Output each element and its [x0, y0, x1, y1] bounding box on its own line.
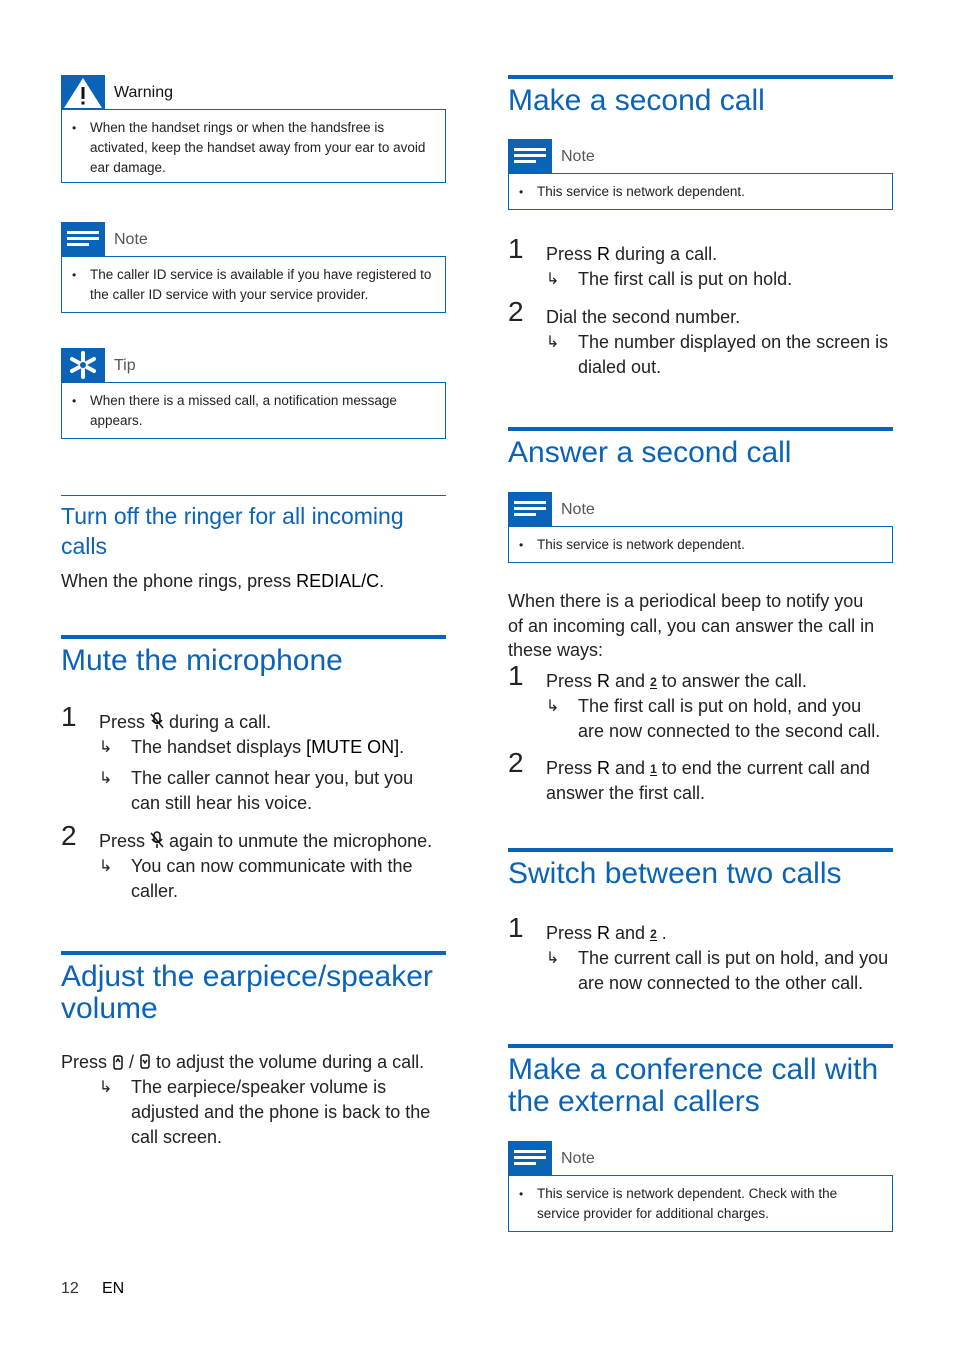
- note-label: Note: [561, 1150, 595, 1167]
- mute-button-icon: [150, 831, 164, 847]
- note-callout-answer: [508, 492, 893, 563]
- warning-icon: [61, 75, 105, 109]
- ringer-text: When the phone rings, press REDIAL/C.: [61, 571, 385, 591]
- r-key: R: [597, 244, 611, 264]
- note-label: Note: [114, 231, 148, 248]
- tip-icon: [61, 348, 105, 382]
- step-number: 2: [61, 820, 77, 851]
- switch-step-1-result: ↳ The current call is put on hold, and you are now connected to the other call.: [546, 948, 889, 993]
- redial-key: REDIAL/C: [296, 571, 380, 591]
- answer-heading: Answer a second call: [508, 427, 893, 469]
- mute-step-1-result-2: ↳ The caller cannot hear you, but you can still hear his voice.: [99, 768, 414, 813]
- bullet-icon: •: [519, 1187, 524, 1201]
- conference-heading: Make a conference call with the external callers: [508, 1044, 893, 1118]
- step-number: 1: [508, 233, 524, 264]
- note-icon: [61, 222, 105, 256]
- note-label: Note: [561, 148, 595, 165]
- volume-down-icon: [139, 1053, 151, 1071]
- key-2-icon: 2: [650, 926, 657, 941]
- note-text: This service is network dependent.: [537, 537, 745, 552]
- r-key: R: [597, 758, 611, 778]
- answer-step-2: 2 Press R and 1 to end the current call and answer the first call.: [508, 747, 870, 803]
- note-icon: [508, 1141, 552, 1175]
- result-arrow-icon: ↳: [546, 271, 560, 288]
- volume-text: Press / to adjust the volume during a call.: [61, 1052, 425, 1072]
- switch-step-1: 1 Press R and 2 .: [508, 912, 667, 943]
- note-icon: [508, 492, 552, 526]
- mute-step-1: 1 Press during a call.: [61, 701, 272, 732]
- warning-text: When the handset rings or when the handsfree is activated, keep the handset away from your ear to avoid ear damage.: [90, 120, 426, 175]
- mute-step-2: 2 Press again to unmute the microphone.: [61, 820, 433, 851]
- result-arrow-icon: ↳: [546, 334, 560, 351]
- key-1-icon: 1: [650, 761, 657, 776]
- mute-heading: Mute the microphone: [61, 635, 446, 677]
- note-callout-second-call: [508, 139, 893, 210]
- answer-intro: When there is a periodical beep to notify you of an incoming call, you can answer the call in these ways:: [508, 591, 875, 660]
- second-call-heading: Make a second call: [508, 75, 893, 117]
- mute-step-2-result: ↳ You can now communicate with the caller.: [99, 856, 413, 901]
- second-call-step-1-result: ↳ The first call is put on hold.: [546, 267, 891, 292]
- switch-heading: Switch between two calls: [508, 848, 893, 890]
- tip-label: Tip: [114, 357, 136, 374]
- bullet-icon: •: [519, 185, 524, 199]
- bullet-icon: •: [72, 268, 77, 282]
- answer-step-1-result: ↳ The first call is put on hold, and you are now connected to the second call.: [546, 696, 881, 741]
- volume-result: ↳ The earpiece/speaker volume is adjusted and the phone is back to the call screen.: [99, 1077, 431, 1147]
- step-number: 1: [508, 660, 524, 691]
- second-call-step-1: 1 Press R during a call.: [508, 233, 718, 264]
- result-arrow-icon: ↳: [99, 1079, 113, 1096]
- r-key: R: [597, 923, 611, 943]
- tip-callout: [61, 348, 446, 439]
- volume-up-icon: [112, 1053, 124, 1071]
- bullet-icon: •: [72, 121, 77, 135]
- page-number: 12: [61, 1280, 79, 1297]
- step-number: 1: [61, 701, 77, 732]
- note-text: This service is network dependent.: [537, 184, 745, 199]
- note-callout-conference: [508, 1141, 893, 1232]
- step-number: 2: [508, 296, 524, 327]
- result-arrow-icon: ↳: [99, 858, 113, 875]
- answer-step-1: 1 Press R and 2 to answer the call.: [508, 660, 807, 691]
- mute-button-icon: [150, 712, 164, 728]
- step-number: 2: [508, 747, 524, 778]
- result-arrow-icon: ↳: [99, 739, 113, 756]
- r-key: R: [597, 671, 611, 691]
- language-code: EN: [102, 1280, 125, 1297]
- mute-step-1-result-1: ↳ The handset displays [MUTE ON].: [99, 735, 449, 760]
- warning-label: Warning: [114, 84, 173, 101]
- second-call-step-2-result: ↳ The number displayed on the screen is dialed out.: [546, 332, 889, 377]
- note-callout-caller-id: [61, 222, 446, 313]
- note-text: This service is network dependent. Check with the service provider for additional charges.: [537, 1186, 838, 1221]
- result-arrow-icon: ↳: [546, 698, 560, 715]
- second-call-step-2: 2 Dial the second number.: [508, 296, 741, 327]
- step-number: 1: [508, 912, 524, 943]
- key-2-icon: 2: [650, 674, 657, 689]
- note-text: The caller ID service is available if you have registered to the caller ID service with your service provider.: [90, 267, 432, 302]
- note-label: Note: [561, 501, 595, 518]
- result-arrow-icon: ↳: [99, 770, 113, 787]
- ringer-heading: Turn off the ringer for all incoming calls: [61, 495, 446, 561]
- tip-text: When there is a missed call, a notification message appears.: [90, 393, 397, 428]
- volume-heading: Adjust the earpiece/speaker volume: [61, 951, 446, 1025]
- bullet-icon: •: [72, 394, 77, 408]
- result-arrow-icon: ↳: [546, 950, 560, 967]
- note-icon: [508, 139, 552, 173]
- warning-callout: [61, 75, 446, 183]
- bullet-icon: •: [519, 538, 524, 552]
